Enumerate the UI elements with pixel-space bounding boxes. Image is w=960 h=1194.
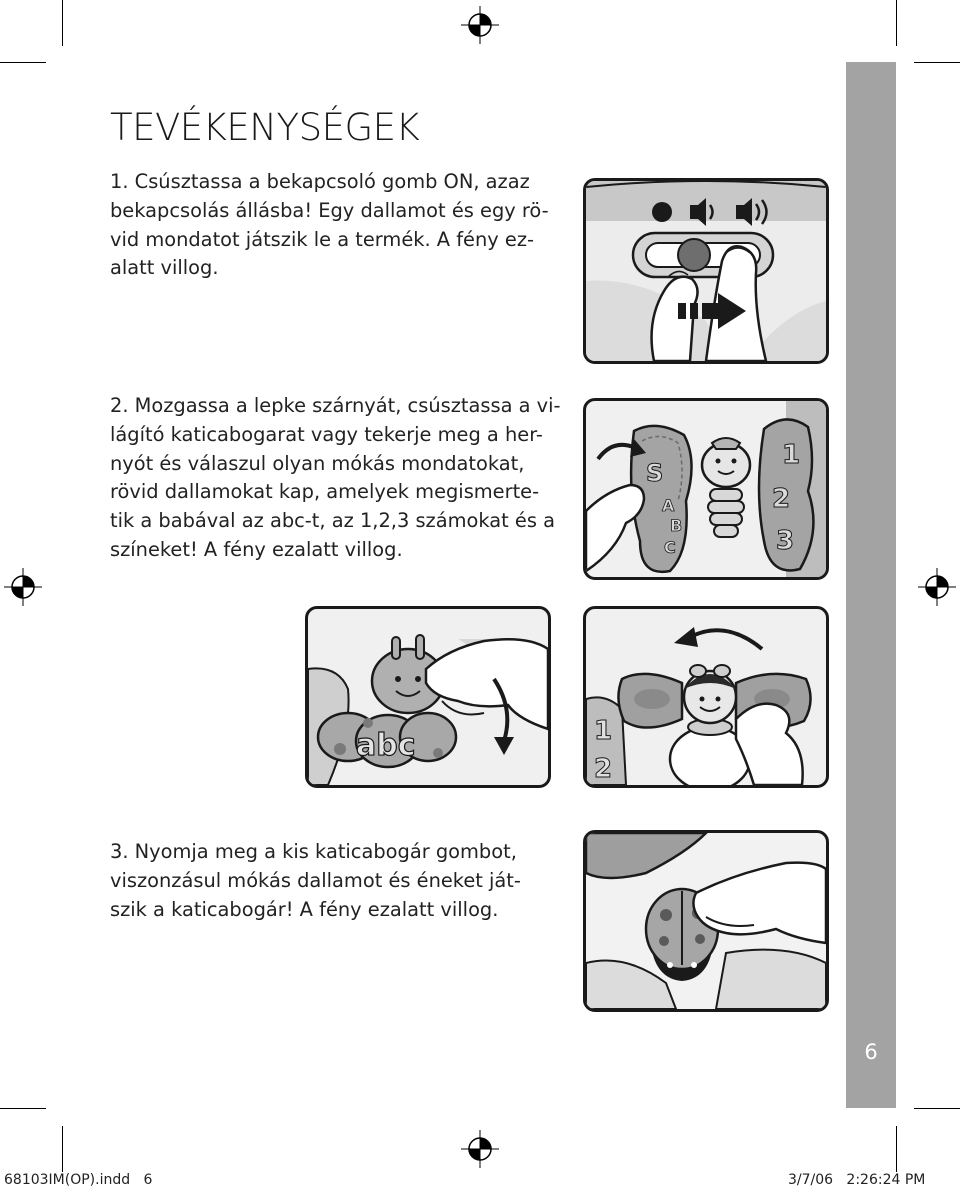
crop-mark bbox=[0, 62, 46, 63]
wing-number: 2 bbox=[772, 484, 791, 514]
text-line: lágító katicabogarat vagy tekerje meg a her- bbox=[110, 422, 543, 446]
footer-file-slug: 68103IM(OP).indd 6 bbox=[4, 1172, 153, 1188]
wing-letter: A bbox=[662, 496, 675, 515]
wing-letter: C bbox=[664, 538, 676, 557]
crop-mark bbox=[62, 0, 63, 46]
crop-mark bbox=[0, 1108, 46, 1109]
text-line: nyót és válaszul olyan mókás mondatokat, bbox=[110, 451, 525, 475]
text-line: viszonzásul mókás dallamot és éneket ját- bbox=[110, 868, 521, 892]
slide-switch-knob bbox=[678, 239, 710, 271]
step-3-text bbox=[110, 838, 521, 924]
registration-mark-bottom bbox=[461, 1130, 499, 1168]
off-dot-icon bbox=[652, 202, 672, 222]
caterpillar-letters: abc bbox=[356, 728, 416, 763]
wing-number: 3 bbox=[776, 526, 795, 556]
illustration-ladybug-button bbox=[583, 830, 829, 1012]
registration-mark-left bbox=[4, 568, 42, 606]
crop-mark bbox=[896, 0, 897, 46]
swing-arrow-icon bbox=[690, 630, 762, 649]
page-sidebar-tab bbox=[846, 62, 896, 1108]
illustration-caterpillar bbox=[305, 606, 551, 788]
text-line: 2. Mozgassa a lepke szárnyát, csúsztassa a vi- bbox=[110, 394, 561, 417]
text-line: vid mondatot játszik le a termék. A fény ez- bbox=[110, 227, 535, 251]
text-line: 3. Nyomja meg a kis katicabogár gombot, bbox=[110, 840, 517, 863]
text-line: bekapcsolás állásba! Egy dallamot és egy rö- bbox=[110, 198, 549, 222]
page-number: 6 bbox=[864, 1040, 878, 1064]
page-title: TEVÉKENYSÉGEK bbox=[110, 106, 420, 149]
crop-mark bbox=[62, 1126, 63, 1172]
illustration-butterfly-wings bbox=[583, 398, 829, 580]
illustration-bee-slide bbox=[583, 606, 829, 788]
side-number: 1 bbox=[594, 716, 613, 746]
illustration-power-switch bbox=[583, 178, 829, 364]
crop-mark bbox=[914, 1108, 960, 1109]
side-number: 2 bbox=[594, 754, 613, 784]
text-line: szik a katicabogár! A fény ezalatt villog. bbox=[110, 897, 499, 921]
crop-mark bbox=[914, 62, 960, 63]
step-1-text bbox=[110, 168, 549, 283]
footer-date-slug: 3/7/06 2:26:24 PM bbox=[788, 1172, 926, 1188]
text-line: tik a babával az abc-t, az 1,2,3 számokat és a bbox=[110, 509, 555, 533]
text-line: 1. Csúsztassa a bekapcsoló gomb ON, azaz bbox=[110, 170, 530, 193]
text-line: alatt villog. bbox=[110, 256, 219, 280]
wing-letter: S bbox=[646, 459, 664, 487]
crop-mark bbox=[896, 1126, 897, 1172]
registration-mark-top bbox=[461, 6, 499, 44]
step-2-text bbox=[110, 392, 561, 565]
registration-mark-right bbox=[918, 568, 956, 606]
wing-letter: B bbox=[670, 516, 683, 535]
text-line: színeket! A fény ezalatt villog. bbox=[110, 537, 403, 561]
wing-number: 1 bbox=[782, 440, 801, 470]
text-line: rövid dallamokat kap, amelyek megismerte- bbox=[110, 480, 540, 504]
